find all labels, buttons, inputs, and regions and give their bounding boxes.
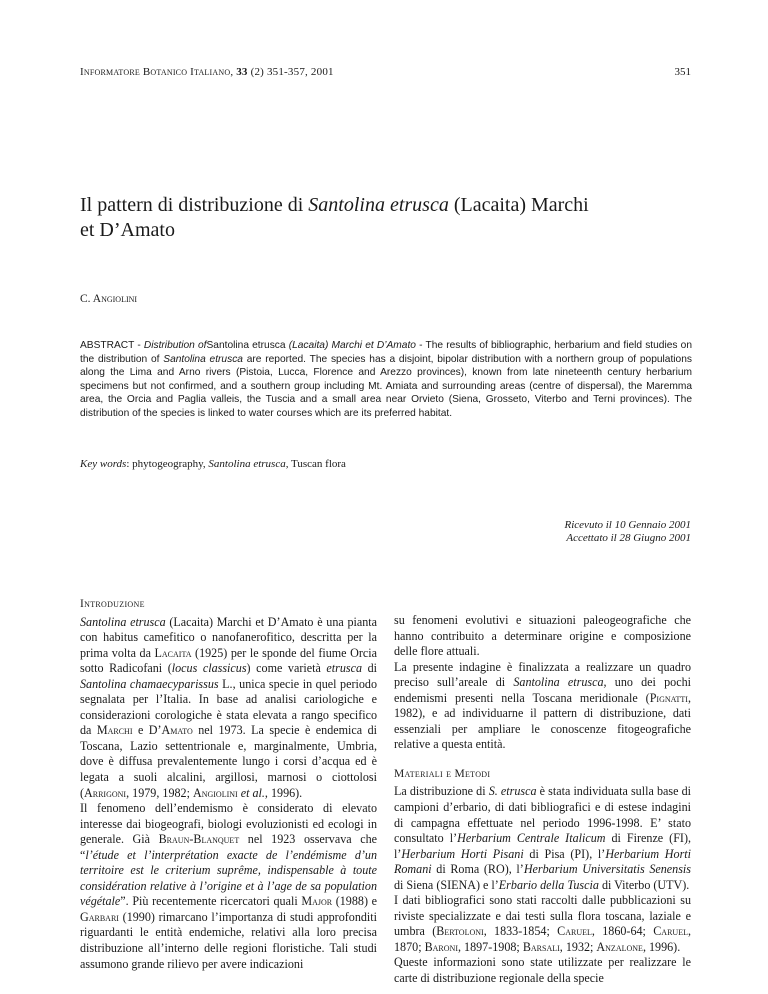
species-name: S. etrusca <box>488 784 537 799</box>
journal-volume: 33 <box>236 66 248 78</box>
citation-author: Lacaita <box>154 645 192 660</box>
herbarium-name: Erbario della Tuscia <box>498 877 599 892</box>
journal-name: Informatore Botanico Italiano <box>80 66 231 78</box>
text: di Roma (RO), l’ <box>431 862 524 877</box>
abstract <box>80 339 692 421</box>
paragraph: Queste informazioni sono state utilizzate per realizzare le carte di distribuzione regionale della specie <box>394 955 691 986</box>
text: nel 1973. La specie è endemica di Toscana, Lazio settentrionale e, marginalmente, Umbria, dove è diffusa prevalentemente lungo i corsi d’acqua ed è legata a suoli alcalini, argillosi, marnosi o ciottolosi ( <box>80 723 377 800</box>
species-name: Santolina etrusca, <box>513 675 607 690</box>
citation-author: Pignatti <box>649 690 688 705</box>
text: è stata individuata sulla base di campioni d’erbario, di dati bibliografici e di estese indagini di campagna effettuate nel periodo 1996-1998. E’ stato consultato l’ <box>394 784 691 846</box>
citation-author: Bertoloni <box>436 924 484 939</box>
journal-issue: (2) 351-357, 2001 <box>247 66 334 78</box>
species-name: Santolina chamaecyparissus <box>80 676 219 691</box>
herbarium-name: Herbarium Universitatis Senensis <box>523 862 691 877</box>
text: , 1860-64; <box>591 924 654 939</box>
section-heading-introduction: Introduzione <box>80 598 145 610</box>
keywords <box>80 458 692 470</box>
quotation: l’étude et l’interprétation exacte de l’endémisme d’un territoire est le criterium suprême, indispensable à toute considération relative à l’origine et à l’age de sa population végétale <box>80 847 377 909</box>
text: e <box>132 723 149 738</box>
species-name: Santolina etrusca <box>80 614 166 629</box>
title-text: (Lacaita) Marchi <box>448 194 589 216</box>
running-head: Informatore Botanico Italiano, 33 (2) 351-357, 2001 <box>80 66 334 78</box>
accepted-date: Accettato il 28 Giugno 2001 <box>566 532 691 544</box>
title-text: et D’Amato <box>80 219 175 241</box>
citation-author: Garbari <box>80 909 119 924</box>
text: nel 1923 osservava che “ <box>80 832 377 862</box>
latin-term: et al. <box>237 785 265 800</box>
abstract-species: Santolina etrusca <box>163 353 243 365</box>
author-name: C. Angiolini <box>80 293 138 305</box>
received-date: Ricevuto il 10 Gennaio 2001 <box>564 519 691 531</box>
page-number: 351 <box>674 66 691 78</box>
abstract-label: ABSTRACT - <box>80 340 144 351</box>
latin-term: etrusca <box>326 661 363 676</box>
citation-author: Anzalone <box>596 939 643 954</box>
paragraph <box>394 893 691 955</box>
keywords-text: Tuscan flora <box>288 458 346 470</box>
text: , 1996). <box>642 939 681 954</box>
text: (1925) per le sponde del fiume Orcia sotto Radicofani ( <box>80 645 377 676</box>
keywords-text: : phytogeography, <box>126 458 209 470</box>
paragraph <box>394 784 691 893</box>
text: di Pisa (PI), l’ <box>523 846 606 861</box>
abstract-title: Distribution of <box>143 340 207 351</box>
text: di Firenze (FI), l’ <box>394 831 692 861</box>
latin-term: locus classicus <box>171 661 247 676</box>
title-species: Santolina etrusca <box>308 194 449 216</box>
herbarium-name: Herbarium Horti Romani <box>394 846 691 877</box>
keywords-label: Key words <box>80 458 127 470</box>
left-column <box>80 597 377 972</box>
herbarium-name: Herbarium Centrale Italicum <box>457 831 606 846</box>
text: , 1870; <box>394 924 691 954</box>
paragraph <box>80 801 377 972</box>
text: (1988) e <box>332 894 377 909</box>
text: ”. Più recentemente ricercatori quali <box>120 894 302 909</box>
text: uno dei pochi endemismi presenti nella Toscana meridionale ( <box>394 675 691 705</box>
citation-author: Caruel <box>653 924 688 939</box>
paragraph <box>80 615 377 802</box>
text: (Lacaita) Marchi et D’Amato è una pianta con habitus camefitico o nanofanerofitico, descritta per la prima volta da <box>80 614 377 660</box>
text: La distribuzione di <box>394 784 489 799</box>
citation-author: Marchi <box>96 723 133 738</box>
text: , 1932; <box>559 939 597 954</box>
text: , 1996). <box>264 785 303 800</box>
text: di <box>362 661 377 676</box>
citation-author: Caruel <box>557 924 592 939</box>
citation-author: Braun-Blanquet <box>158 832 240 847</box>
right-column <box>394 613 691 987</box>
citation-author: Arrigoni <box>84 785 127 800</box>
paragraph: su fenomeni evolutivi e situazioni paleogeografiche che hanno contribuito a determinare origine e composizione delle flore attuali. <box>394 613 691 659</box>
text: di Siena (SIENA) e l’ <box>394 877 499 892</box>
title-text: Il pattern di distribuzione di <box>80 194 309 216</box>
citation-author: Major <box>301 894 333 909</box>
citation-author: D’Amato <box>148 723 193 738</box>
text: , 1979, 1982; <box>126 785 193 800</box>
article-title <box>80 193 680 243</box>
keywords-species: Santolina etrusca, <box>208 458 289 470</box>
paragraph <box>394 660 691 753</box>
herbarium-name: Herbarium Horti Pisani <box>401 846 524 861</box>
abstract-title: Santolina etrusca <box>206 340 286 351</box>
section-heading-methods: Materiali e Metodi <box>394 767 491 780</box>
text: di Viterbo (UTV). <box>598 877 690 892</box>
text: ) come varietà <box>246 661 327 676</box>
text: (1990) rimarcano l’importanza di studi approfonditi riguardanti le entità endemiche, relativi alla loro precisa distribuzione all’interno delle regioni floristiche. Tali studi assumono grande rilievo per avere indicazioni <box>80 909 377 971</box>
abstract-text: are reported. The species has a disjoint, bipolar distribution with a northern group of populations along the Lima and Arno rivers (Pistoia, Lucca, Florence and Arezzo provinces), known from late nineteenth century herbarium specimens but not confirmed, and a southern group including Mt. Amiata and surrounding areas (centre of dispersal), the Maremma area, the Orcia and Paglia valleis, the Tuscia and a small area near Orvieto (Siena, Grosseto, Viterbo and Terni provinces). The distribution of the species is linked to water courses which are its preferred habitat. <box>80 353 692 419</box>
text: Il fenomeno dell’endemismo è considerato di elevato interesse dai biogeografi, biologi evoluzionisti ed ecologi in generale. Già <box>80 801 377 847</box>
abstract-title: (Lacaita) Marchi et D’Amato <box>285 340 416 351</box>
abstract-text: - The results of bibliographic, herbarium and field studies on the distribution of <box>80 340 692 365</box>
citation-author: Baroni <box>424 939 458 954</box>
text: , 1833-1854; <box>483 924 558 939</box>
citation-author: Barsali <box>522 939 560 954</box>
text: I dati bibliografici sono stati raccolti dalle pubblicazioni su riviste specializzate e dai testi sulla flora toscana, laziale e umbra ( <box>394 893 691 939</box>
article-dates <box>565 519 691 545</box>
text: La presente indagine è finalizzata a realizzare un quadro preciso sull’areale di <box>394 659 691 690</box>
citation-author: Angiolini <box>192 785 238 800</box>
text: , 1982), e ad individuarne il pattern di distribuzione, dati essenziali per ampliare le conoscenze fitogeografiche relative a questa entità. <box>394 690 691 752</box>
text: , 1897-1908; <box>457 939 523 954</box>
text: L., unica specie in quel periodo segnalata per l’Italia. In base ad analisi cariologiche e considerazioni corologiche è stata elevata a rango specifico da <box>80 676 378 738</box>
